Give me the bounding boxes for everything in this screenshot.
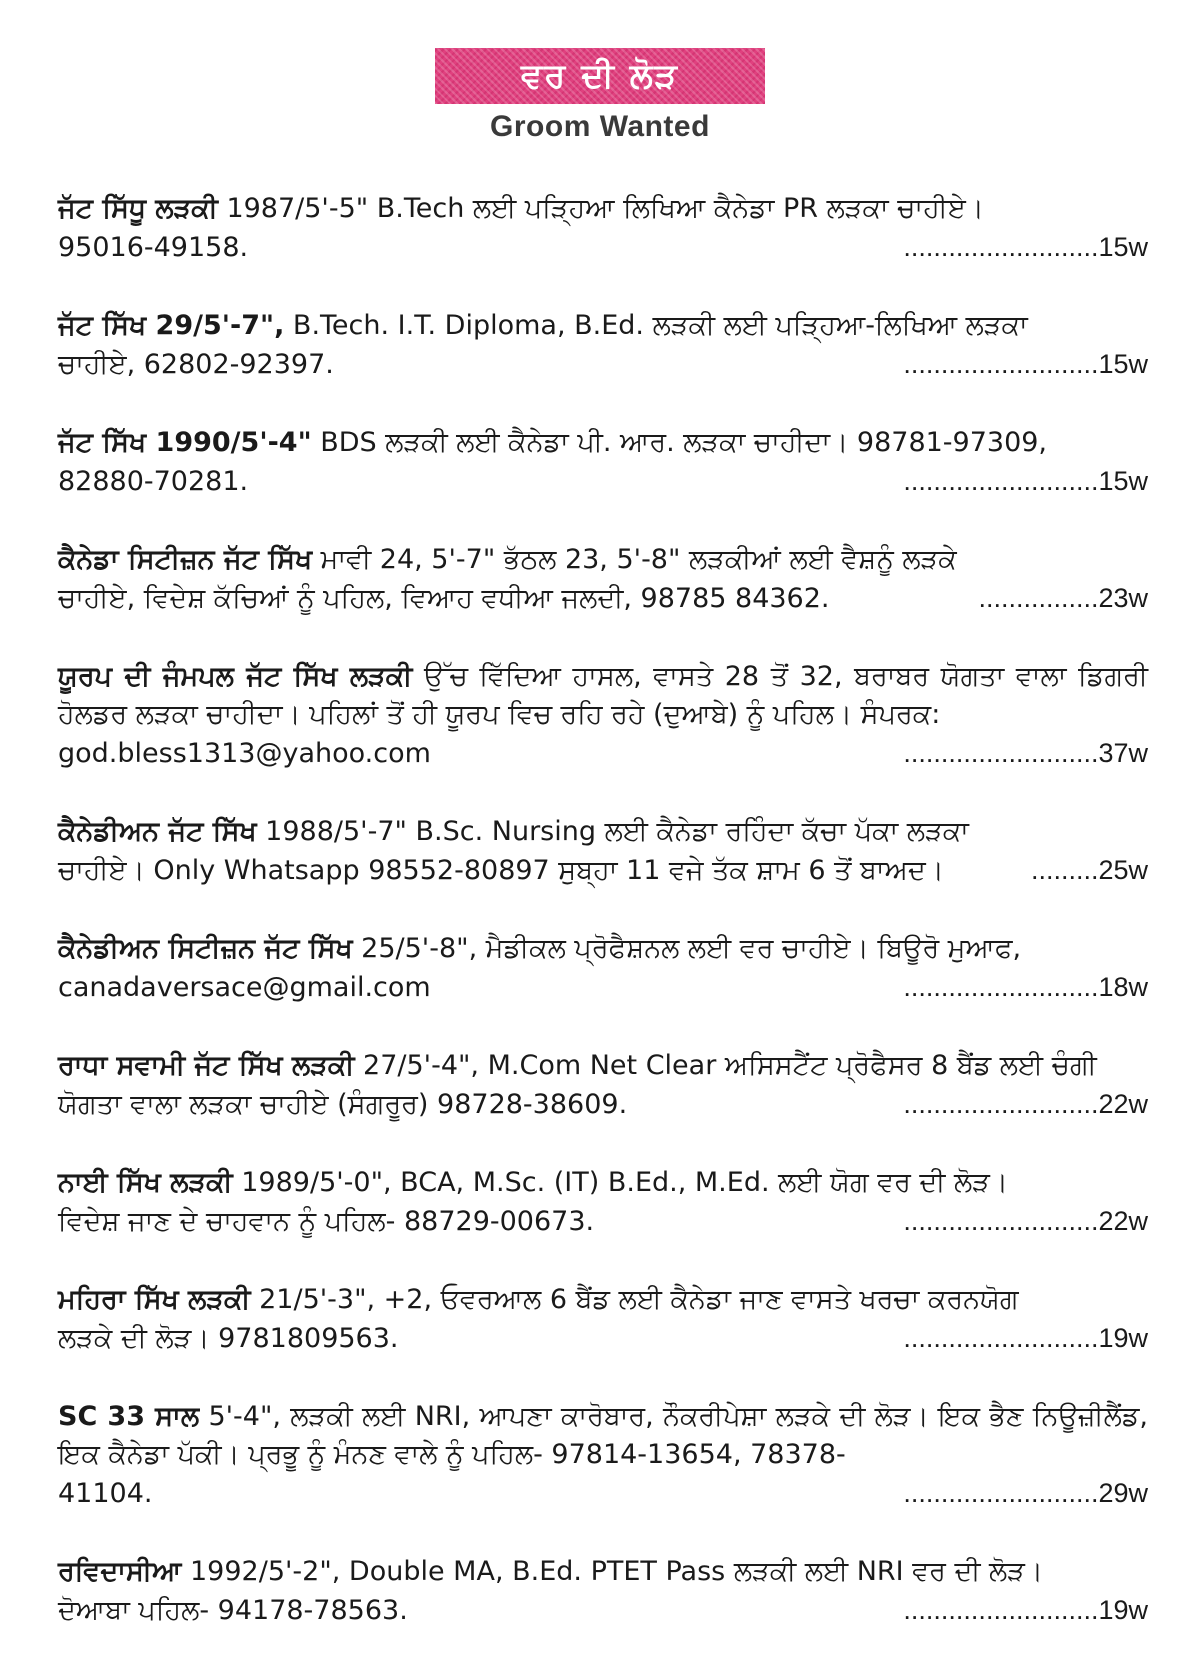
classified-ad (58, 424, 1148, 501)
ad-text (58, 930, 1148, 968)
ad-contact: ਯੋਗਤਾ ਵਾਲਾ ਲੜਕਾ ਚਾਹੀਏ (ਸੰਗਰੂਰ) 98728-38609. (58, 1089, 628, 1120)
ad-body: 1989/5'-0", BCA, M.Sc. (IT) B.Ed., M.Ed. ਲਈ ਯੋਗ ਵਰ ਦੀ ਲੋੜ। (232, 1167, 1009, 1198)
ad-text (58, 1047, 1148, 1085)
ad-text (58, 1398, 1148, 1474)
ad-footer (58, 734, 1148, 773)
ad-footer (58, 228, 1148, 267)
ad-body: 27/5'-4", M.Com Net Clear ਅਸਿਸਟੈਂਟ ਪ੍ਰੋਫੈਸਰ 8 ਬੈਂਡ ਲਈ ਚੰਗੀ (354, 1050, 1097, 1081)
ad-footer (58, 1591, 1148, 1630)
section-subtitle: Groom Wanted (490, 110, 710, 143)
ad-body: 5'-4", ਲੜਕੀ ਲਈ NRI, ਆਪਣਾ ਕਾਰੋਬਾਰ, ਨੌਕਰੀਪੇਸ਼ਾ ਲੜਕੇ ਦੀ ਲੋੜ। ਇਕ ਭੈਣ ਨਿਊਜ਼ੀਲੈਂਡ, ਇਕ ਕੈਨੇਡਾ ਪੱਕੀ। ਪ੍ਰਭੂ ਨੂੰ ਮੰਨਣ ਵਾਲੇ ਨੂੰ ਪਹਿਲ- 97814-13654, 78378- (58, 1401, 1148, 1470)
ad-text (58, 307, 1148, 345)
ad-word-count: ..........................15w (903, 232, 1148, 262)
classified-listings (58, 190, 1148, 1670)
ad-body: 25/5'-8", ਮੈਡੀਕਲ ਪ੍ਰੋਫੈਸ਼ਨਲ ਲਈ ਵਰ ਚਾਹੀਏ। ਬਿਊਰੋ ਮੁਆਫ, (352, 933, 1022, 964)
ad-lead: ਯੂਰਪ ਦੀ ਜੰਮਪਲ ਜੱਟ ਸਿੱਖ ਲੜਕੀ (58, 661, 413, 692)
ad-text (58, 813, 1148, 851)
classified-ad (58, 1281, 1148, 1358)
ad-footer (58, 851, 1148, 890)
ad-footer (58, 1202, 1148, 1241)
ad-contact: ਵਿਦੇਸ਼ ਜਾਣ ਦੇ ਚਾਹਵਾਨ ਨੂੰ ਪਹਿਲ- 88729-00673. (58, 1206, 595, 1237)
classified-ad (58, 1047, 1148, 1124)
classified-ad (58, 190, 1148, 267)
ad-lead: SC 33 ਸਾਲ (58, 1401, 200, 1432)
ad-lead: ਜੱਟ ਸਿੱਖ 29/5'-7", (58, 310, 285, 341)
ad-text (58, 658, 1148, 734)
ad-word-count: ..........................22w (903, 1206, 1148, 1236)
ad-body: BDS ਲੜਕੀ ਲਈ ਕੈਨੇਡਾ ਪੀ. ਆਰ. ਲੜਕਾ ਚਾਹੀਦਾ। 98781-97309, (311, 427, 1048, 458)
ad-footer (58, 345, 1148, 384)
ad-body: 1987/5'-5" B.Tech ਲਈ ਪੜ੍ਹਿਆ ਲਿਖਿਆ ਕੈਨੇਡਾ PR ਲੜਕਾ ਚਾਹੀਏ। (217, 193, 984, 224)
ad-text (58, 424, 1148, 462)
ad-lead: ਜੱਟ ਸਿੱਧੂ ਲੜਕੀ (58, 193, 218, 224)
ad-lead: ਰਵਿਦਾਸੀਆ (58, 1556, 182, 1587)
ad-text (58, 190, 1148, 228)
ad-contact: canadaversace@gmail.com (58, 972, 431, 1003)
ad-contact: ਚਾਹੀਏ। Only Whatsapp 98552-80897 ਸੁਬ੍ਹਾ 11 ਵਜੇ ਤੱਕ ਸ਼ਾਮ 6 ਤੋਂ ਬਾਅਦ। (58, 855, 944, 886)
ad-word-count: ..........................19w (903, 1323, 1148, 1353)
classified-ad (58, 930, 1148, 1007)
ad-footer (58, 1474, 1148, 1513)
classified-ad (58, 658, 1148, 773)
ad-lead: ਕੈਨੇਡੀਅਨ ਜੱਟ ਸਿੱਖ (58, 816, 257, 847)
ad-text (58, 1281, 1148, 1319)
ad-footer (58, 579, 1148, 618)
ad-text (58, 541, 1148, 579)
classified-ad (58, 307, 1148, 384)
ad-body: ਮਾਵੀ 24, 5'-7" ਭੱਠਲ 23, 5'-8" ਲੜਕੀਆਂ ਲਈ ਵੈਸ਼ਨੂੰ ਲੜਕੇ (312, 544, 957, 575)
ad-word-count: ..........................15w (903, 466, 1148, 496)
ad-word-count: ..........................22w (903, 1089, 1148, 1119)
ad-text (58, 1164, 1148, 1202)
ad-contact: ਚਾਹੀਏ, 62802-92397. (58, 349, 334, 380)
ad-body: 1992/5'-2", Double MA, B.Ed. PTET Pass ਲੜਕੀ ਲਈ NRI ਵਰ ਦੀ ਲੋੜ। (181, 1556, 1044, 1587)
ad-footer (58, 968, 1148, 1007)
section-badge: ਵਰ ਦੀ ਲੋੜ (435, 48, 765, 104)
ad-contact: 95016-49158. (58, 232, 249, 263)
ad-lead: ਕੈਨੇਡਾ ਸਿਟੀਜ਼ਨ ਜੱਟ ਸਿੱਖ (58, 544, 313, 575)
classified-ad (58, 813, 1148, 890)
classified-ad (58, 541, 1148, 618)
ad-contact: 82880-70281. (58, 466, 249, 497)
ad-lead: ਨਾਈ ਸਿੱਖ ਲੜਕੀ (58, 1167, 233, 1198)
header (0, 48, 1200, 144)
ad-lead: ਮਹਿਰਾ ਸਿੱਖ ਲੜਕੀ (58, 1284, 251, 1315)
ad-word-count: ..........................29w (903, 1478, 1148, 1508)
ad-lead: ਕੈਨੇਡੀਅਨ ਸਿਟੀਜ਼ਨ ਜੱਟ ਸਿੱਖ (58, 933, 353, 964)
ad-body: 1988/5'-7" B.Sc. Nursing ਲਈ ਕੈਨੇਡਾ ਰਹਿੰਦਾ ਕੱਚਾ ਪੱਕਾ ਲੜਕਾ (256, 816, 969, 847)
ad-text (58, 1553, 1148, 1591)
ad-lead: ਰਾਧਾ ਸਵਾਮੀ ਜੱਟ ਸਿੱਖ ਲੜਕੀ (58, 1050, 355, 1081)
ad-footer (58, 1319, 1148, 1358)
ad-footer (58, 462, 1148, 501)
ad-contact: 41104. (58, 1478, 153, 1509)
ad-word-count: ..........................18w (903, 972, 1148, 1002)
ad-word-count: ..........................19w (903, 1595, 1148, 1625)
ad-word-count: ..........................15w (903, 349, 1148, 379)
ad-word-count: ................23w (978, 583, 1148, 613)
ad-body: B.Tech. I.T. Diploma, B.Ed. ਲੜਕੀ ਲਈ ਪੜ੍ਹਿਆ-ਲਿਖਿਆ ਲੜਕਾ (284, 310, 1028, 341)
ad-body: 21/5'-3", +2, ਓਵਰਆਲ 6 ਬੈਂਡ ਲਈ ਕੈਨੇਡਾ ਜਾਣ ਵਾਸਤੇ ਖਰਚਾ ਕਰਨਯੋਗ (250, 1284, 1019, 1315)
ad-contact: ਚਾਹੀਏ, ਵਿਦੇਸ਼ ਕੱਚਿਆਂ ਨੂੰ ਪਹਿਲ, ਵਿਆਹ ਵਧੀਆ ਜਲਦੀ, 98785 84362. (58, 583, 830, 614)
ad-contact: ਦੋਆਬਾ ਪਹਿਲ- 94178-78563. (58, 1595, 408, 1626)
ad-contact: god.bless1313@yahoo.com (58, 738, 431, 769)
ad-contact: ਲੜਕੇ ਦੀ ਲੋੜ। 9781809563. (58, 1323, 399, 1354)
ad-word-count: ..........................37w (903, 738, 1148, 768)
ad-body: ਉੱਚ ਵਿੱਦਿਆ ਹਾਸਲ, ਵਾਸਤੇ 28 ਤੋਂ 32, ਬਰਾਬਰ ਯੋਗਤਾ ਵਾਲਾ ਡਿਗਰੀ ਹੋਲਡਰ ਲੜਕਾ ਚਾਹੀਦਾ। ਪਹਿਲਾਂ ਤੋਂ ਹੀ ਯੂਰਪ ਵਿਚ ਰਹਿ ਰਹੇ (ਦੁਆਬੇ) ਨੂੰ ਪਹਿਲ। ਸੰਪਰਕ: (58, 661, 1149, 730)
classified-ad (58, 1164, 1148, 1241)
classified-ad (58, 1553, 1148, 1630)
ad-word-count: .........25w (1030, 855, 1148, 885)
ad-footer (58, 1085, 1148, 1124)
ad-lead: ਜੱਟ ਸਿੱਖ 1990/5'-4" (58, 427, 312, 458)
classified-ad (58, 1398, 1148, 1513)
